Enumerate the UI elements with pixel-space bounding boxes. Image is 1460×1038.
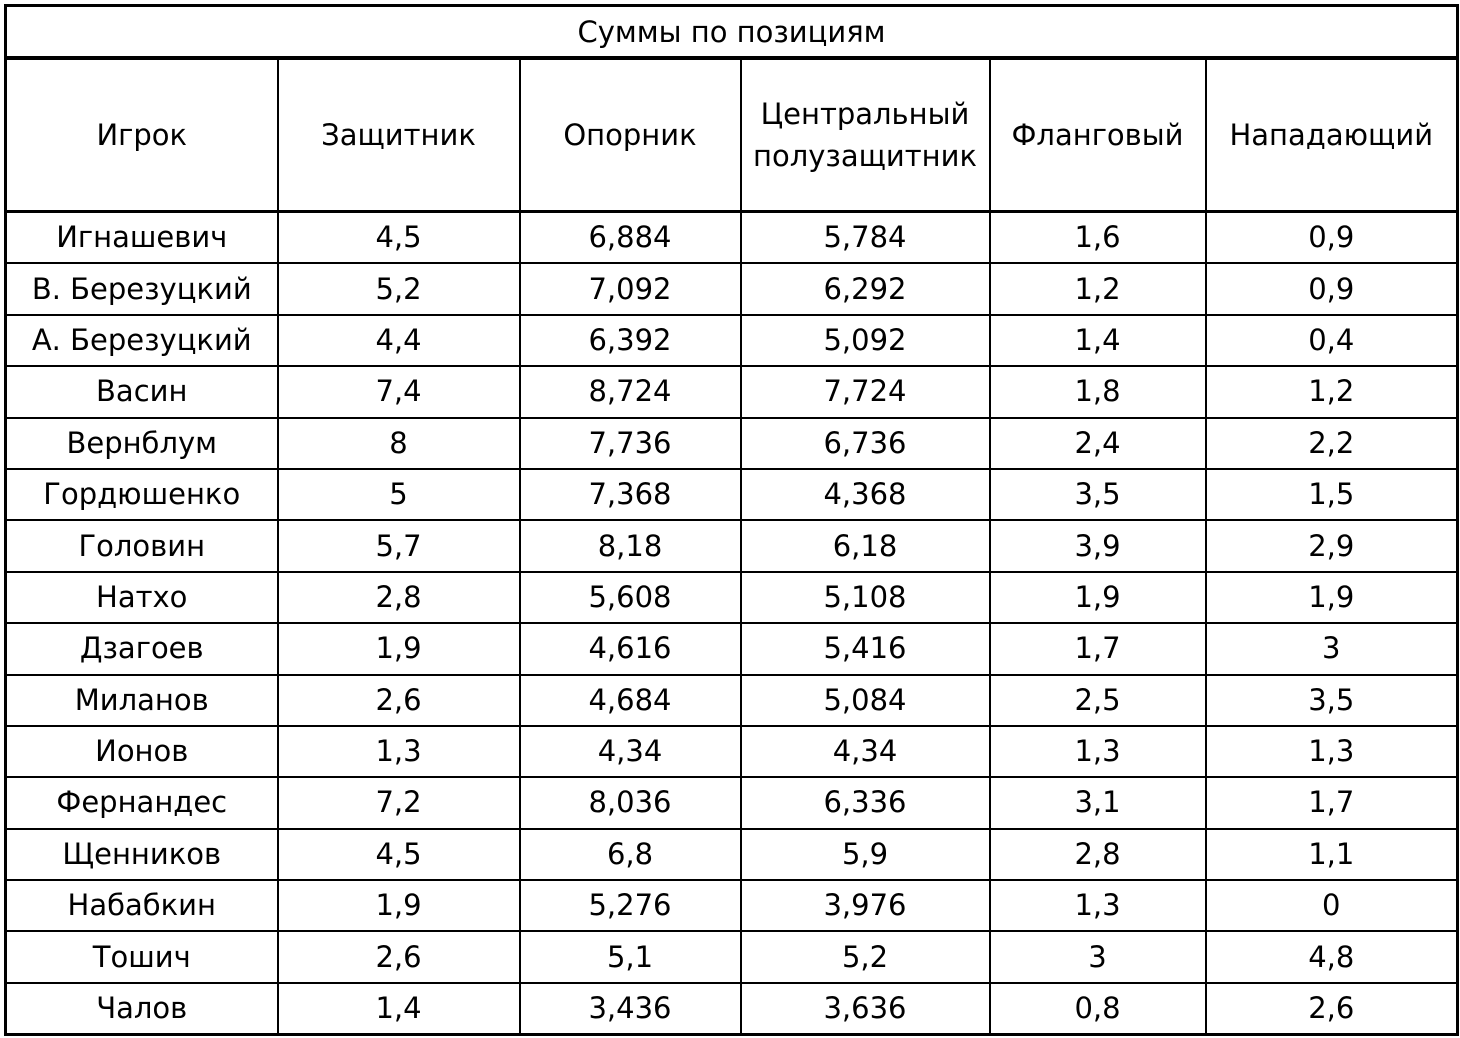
player-name-cell[interactable]: Щенников (6, 829, 278, 880)
holding-midfielder-value-cell[interactable]: 4,616 (520, 623, 741, 674)
holding-midfielder-value-cell[interactable]: 3,436 (520, 983, 741, 1035)
defender-value-cell[interactable]: 5 (278, 469, 520, 520)
player-name-cell[interactable]: Набабкин (6, 880, 278, 931)
central-midfielder-value-cell[interactable]: 6,336 (741, 777, 990, 828)
forward-value-cell[interactable]: 1,3 (1206, 726, 1458, 777)
central-midfielder-value-cell[interactable]: 5,2 (741, 931, 990, 982)
player-name-cell[interactable]: Фернандес (6, 777, 278, 828)
table-row (6, 572, 1458, 623)
table-row (6, 212, 1458, 264)
table-title[interactable]: Суммы по позициям (6, 6, 1458, 59)
defender-value-cell[interactable]: 5,2 (278, 263, 520, 314)
holding-midfielder-value-cell[interactable]: 5,276 (520, 880, 741, 931)
table-row (6, 263, 1458, 314)
table-row (6, 520, 1458, 571)
table-row (6, 931, 1458, 982)
table-row (6, 829, 1458, 880)
header-cell-holding-midfielder[interactable]: Опорник (520, 58, 741, 212)
central-midfielder-value-cell[interactable]: 7,724 (741, 366, 990, 417)
player-name-cell[interactable]: Гордюшенко (6, 469, 278, 520)
winger-value-cell[interactable]: 3,1 (990, 777, 1206, 828)
table-row (6, 777, 1458, 828)
holding-midfielder-value-cell[interactable]: 8,724 (520, 366, 741, 417)
defender-value-cell[interactable]: 7,4 (278, 366, 520, 417)
holding-midfielder-value-cell[interactable]: 4,684 (520, 675, 741, 726)
central-midfielder-value-cell[interactable]: 6,736 (741, 418, 990, 469)
player-name-cell[interactable]: Дзагоев (6, 623, 278, 674)
defender-value-cell[interactable]: 1,9 (278, 623, 520, 674)
defender-value-cell[interactable]: 7,2 (278, 777, 520, 828)
winger-value-cell[interactable]: 2,4 (990, 418, 1206, 469)
central-midfielder-value-cell[interactable]: 5,084 (741, 675, 990, 726)
holding-midfielder-value-cell[interactable]: 8,036 (520, 777, 741, 828)
central-midfielder-value-cell[interactable]: 4,34 (741, 726, 990, 777)
winger-value-cell[interactable]: 1,3 (990, 726, 1206, 777)
position-sums-table (4, 4, 1459, 1036)
central-midfielder-value-cell[interactable]: 5,784 (741, 212, 990, 264)
winger-value-cell[interactable]: 0,8 (990, 983, 1206, 1035)
player-name-cell[interactable]: Головин (6, 520, 278, 571)
player-name-cell[interactable]: Натхо (6, 572, 278, 623)
forward-value-cell[interactable]: 2,6 (1206, 983, 1458, 1035)
central-midfielder-value-cell[interactable]: 4,368 (741, 469, 990, 520)
forward-value-cell[interactable]: 0,4 (1206, 315, 1458, 366)
player-name-cell[interactable]: В. Березуцкий (6, 263, 278, 314)
defender-value-cell[interactable]: 2,6 (278, 675, 520, 726)
holding-midfielder-value-cell[interactable]: 5,608 (520, 572, 741, 623)
header-cell-winger[interactable]: Фланговый (990, 58, 1206, 212)
holding-midfielder-value-cell[interactable]: 6,884 (520, 212, 741, 264)
winger-value-cell[interactable]: 2,5 (990, 675, 1206, 726)
header-cell-player[interactable]: Игрок (6, 58, 278, 212)
forward-value-cell[interactable]: 2,9 (1206, 520, 1458, 571)
winger-value-cell[interactable]: 1,4 (990, 315, 1206, 366)
table-row (6, 675, 1458, 726)
defender-value-cell[interactable]: 8 (278, 418, 520, 469)
central-midfielder-value-cell[interactable]: 5,416 (741, 623, 990, 674)
player-name-cell[interactable]: Игнашевич (6, 212, 278, 264)
defender-value-cell[interactable]: 1,3 (278, 726, 520, 777)
player-name-cell[interactable]: Вернблум (6, 418, 278, 469)
defender-value-cell[interactable]: 5,7 (278, 520, 520, 571)
header-cell-defender[interactable]: Защитник (278, 58, 520, 212)
player-name-cell[interactable]: Чалов (6, 983, 278, 1035)
winger-value-cell[interactable]: 3 (990, 931, 1206, 982)
winger-value-cell[interactable]: 1,2 (990, 263, 1206, 314)
player-name-cell[interactable]: Тошич (6, 931, 278, 982)
defender-value-cell[interactable]: 2,8 (278, 572, 520, 623)
holding-midfielder-value-cell[interactable]: 7,368 (520, 469, 741, 520)
forward-value-cell[interactable]: 3 (1206, 623, 1458, 674)
table-row (6, 315, 1458, 366)
header-cell-forward[interactable]: Нападающий (1206, 58, 1458, 212)
holding-midfielder-value-cell[interactable]: 7,736 (520, 418, 741, 469)
forward-value-cell[interactable]: 0,9 (1206, 263, 1458, 314)
forward-value-cell[interactable]: 2,2 (1206, 418, 1458, 469)
table-body (6, 212, 1458, 1035)
central-midfielder-value-cell[interactable]: 3,976 (741, 880, 990, 931)
player-name-cell[interactable]: Ионов (6, 726, 278, 777)
player-name-cell[interactable]: Васин (6, 366, 278, 417)
central-midfielder-value-cell[interactable]: 5,9 (741, 829, 990, 880)
table-row (6, 623, 1458, 674)
winger-value-cell[interactable]: 3,5 (990, 469, 1206, 520)
defender-value-cell[interactable]: 2,6 (278, 931, 520, 982)
winger-value-cell[interactable]: 1,3 (990, 880, 1206, 931)
defender-value-cell[interactable]: 4,4 (278, 315, 520, 366)
forward-value-cell[interactable]: 1,2 (1206, 366, 1458, 417)
defender-value-cell[interactable]: 1,4 (278, 983, 520, 1035)
defender-value-cell[interactable]: 4,5 (278, 212, 520, 264)
holding-midfielder-value-cell[interactable]: 8,18 (520, 520, 741, 571)
forward-value-cell[interactable]: 1,1 (1206, 829, 1458, 880)
forward-value-cell[interactable]: 0 (1206, 880, 1458, 931)
forward-value-cell[interactable]: 4,8 (1206, 931, 1458, 982)
player-name-cell[interactable]: Миланов (6, 675, 278, 726)
holding-midfielder-value-cell[interactable]: 7,092 (520, 263, 741, 314)
header-cell-central-midfielder[interactable]: Центральный полузащитник (741, 58, 990, 212)
winger-value-cell[interactable]: 1,8 (990, 366, 1206, 417)
title-row (6, 6, 1458, 59)
table-row (6, 880, 1458, 931)
forward-value-cell[interactable]: 1,5 (1206, 469, 1458, 520)
forward-value-cell[interactable]: 1,9 (1206, 572, 1458, 623)
winger-value-cell[interactable]: 1,7 (990, 623, 1206, 674)
central-midfielder-value-cell[interactable]: 3,636 (741, 983, 990, 1035)
player-name-cell[interactable]: А. Березуцкий (6, 315, 278, 366)
holding-midfielder-value-cell[interactable]: 6,392 (520, 315, 741, 366)
central-midfielder-value-cell[interactable]: 5,108 (741, 572, 990, 623)
holding-midfielder-value-cell[interactable]: 5,1 (520, 931, 741, 982)
winger-value-cell[interactable]: 2,8 (990, 829, 1206, 880)
central-midfielder-value-cell[interactable]: 5,092 (741, 315, 990, 366)
holding-midfielder-value-cell[interactable]: 6,8 (520, 829, 741, 880)
defender-value-cell[interactable]: 4,5 (278, 829, 520, 880)
table-row (6, 983, 1458, 1035)
table-row (6, 726, 1458, 777)
central-midfielder-value-cell[interactable]: 6,18 (741, 520, 990, 571)
winger-value-cell[interactable]: 1,6 (990, 212, 1206, 264)
header-row (6, 58, 1458, 212)
table-row (6, 469, 1458, 520)
forward-value-cell[interactable]: 1,7 (1206, 777, 1458, 828)
table-row (6, 366, 1458, 417)
forward-value-cell[interactable]: 0,9 (1206, 212, 1458, 264)
winger-value-cell[interactable]: 1,9 (990, 572, 1206, 623)
forward-value-cell[interactable]: 3,5 (1206, 675, 1458, 726)
holding-midfielder-value-cell[interactable]: 4,34 (520, 726, 741, 777)
defender-value-cell[interactable]: 1,9 (278, 880, 520, 931)
central-midfielder-value-cell[interactable]: 6,292 (741, 263, 990, 314)
table-row (6, 418, 1458, 469)
winger-value-cell[interactable]: 3,9 (990, 520, 1206, 571)
